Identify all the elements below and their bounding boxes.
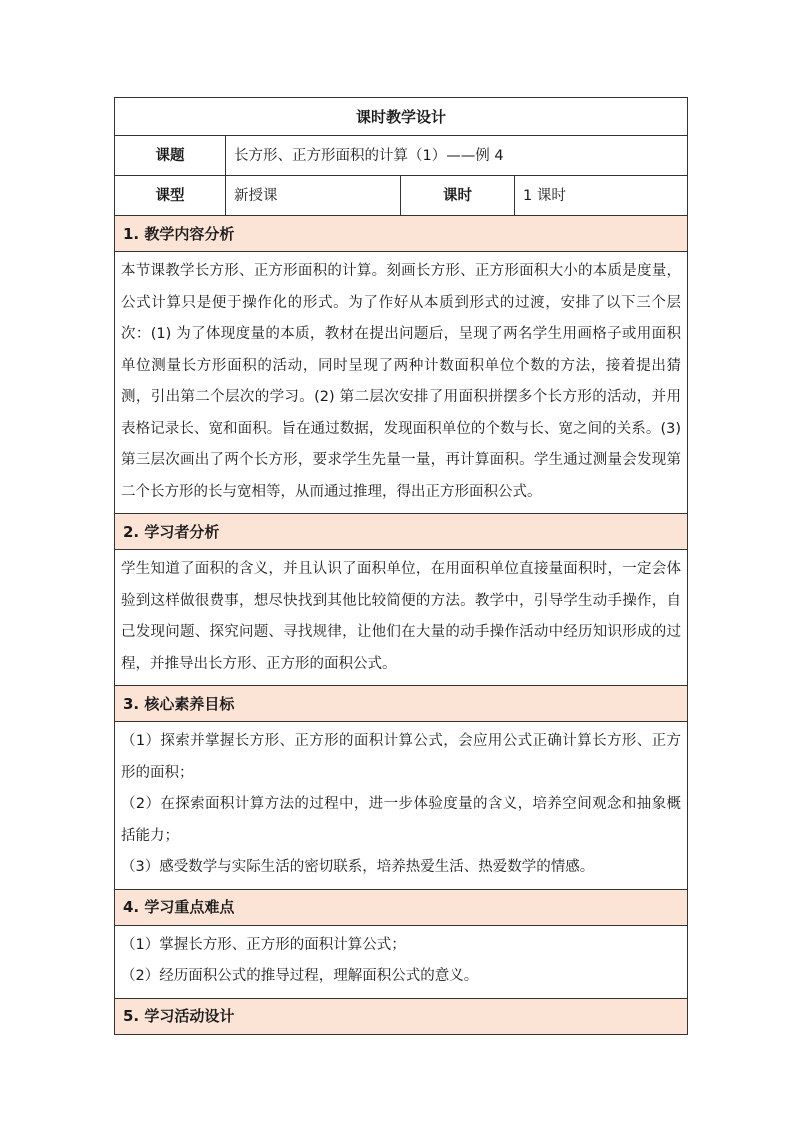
hours-value: 1 课时 [515,176,688,216]
type-row [115,176,688,216]
section-heading-row [115,998,688,1034]
section-body-core-goals [115,722,688,890]
section-heading-row [115,216,688,252]
paragraph: 本节课教学长方形、正方形面积的计算。刻画长方形、正方形面积大小的本质是度量，公式计算只是便于操作化的形式。为了作好从本质到形式的过渡，安排了以下三个层次：(1) 为了体现度量的本质，教材在提出问题后，呈现了两名学生用画格子或用面积单位测量长方形面积的活动，同时呈现了两种计数面积单位个数的方法，接着提出猜测，引出第二个层次的学习。(2) 第二层次安排了用面积拼摆多个长方形的活动，并用表格记录长、宽和面积。旨在通过数据，发现面积单位的个数与长、宽之间的关系。(3) 第三层次画出了两个长方形，要求学生先量一量，再计算面积。学生通过测量会发现第二个长方形的长与宽相等，从而通过推理，得出正方形面积公式。 [121,263,682,500]
section-body-content-analysis [115,252,688,514]
topic-value: 长方形、正方形面积的计算（1）——例 4 [226,136,688,176]
section-body-row [115,550,688,686]
key-point-item: （2）经历面积公式的推导过程，理解面积公式的意义。 [121,968,479,984]
section-heading-learner-analysis: 2. 学习者分析 [115,514,688,550]
type-label: 课型 [115,176,226,216]
section-body-row [115,252,688,514]
table-title: 课时教学设计 [115,98,688,136]
goal-item: （3）感受数学与实际生活的密切联系，培养热爱生活、热爱数学的情感。 [121,859,595,875]
section-heading-key-points: 4. 学习重点难点 [115,889,688,925]
section-heading-core-goals: 3. 核心素养目标 [115,686,688,722]
section-body-row [115,722,688,890]
section-heading-content-analysis: 1. 教学内容分析 [115,216,688,252]
section-body-row [115,925,688,998]
section-heading-row [115,686,688,722]
goal-item: （1）探索并掌握长方形、正方形的面积计算公式，会应用公式正确计算长方形、正方形的面积； [121,733,682,781]
goal-item: （2）在探索面积计算方法的过程中，进一步体验度量的含义，培养空间观念和抽象概括能力； [121,796,682,844]
paragraph: 学生知道了面积的含义，并且认识了面积单位，在用面积单位直接量面积时，一定会体验到这样做很费事，想尽快找到其他比较简便的方法。教学中，引导学生动手操作，自己发现问题、探究问题、寻找规律，让他们在大量的动手操作活动中经历知识形成的过程，并推导出长方形、正方形的面积公式。 [121,561,682,672]
topic-row [115,136,688,176]
section-heading-row [115,514,688,550]
type-value: 新授课 [226,176,401,216]
section-body-learner-analysis [115,550,688,686]
section-body-key-points [115,925,688,998]
key-point-item: （1）掌握长方形、正方形的面积计算公式； [121,936,406,953]
topic-label: 课题 [115,136,226,176]
lesson-design-table [114,97,688,1035]
hours-label: 课时 [401,176,515,216]
title-row [115,98,688,136]
section-heading-activity-design: 5. 学习活动设计 [115,998,688,1034]
section-heading-row [115,889,688,925]
